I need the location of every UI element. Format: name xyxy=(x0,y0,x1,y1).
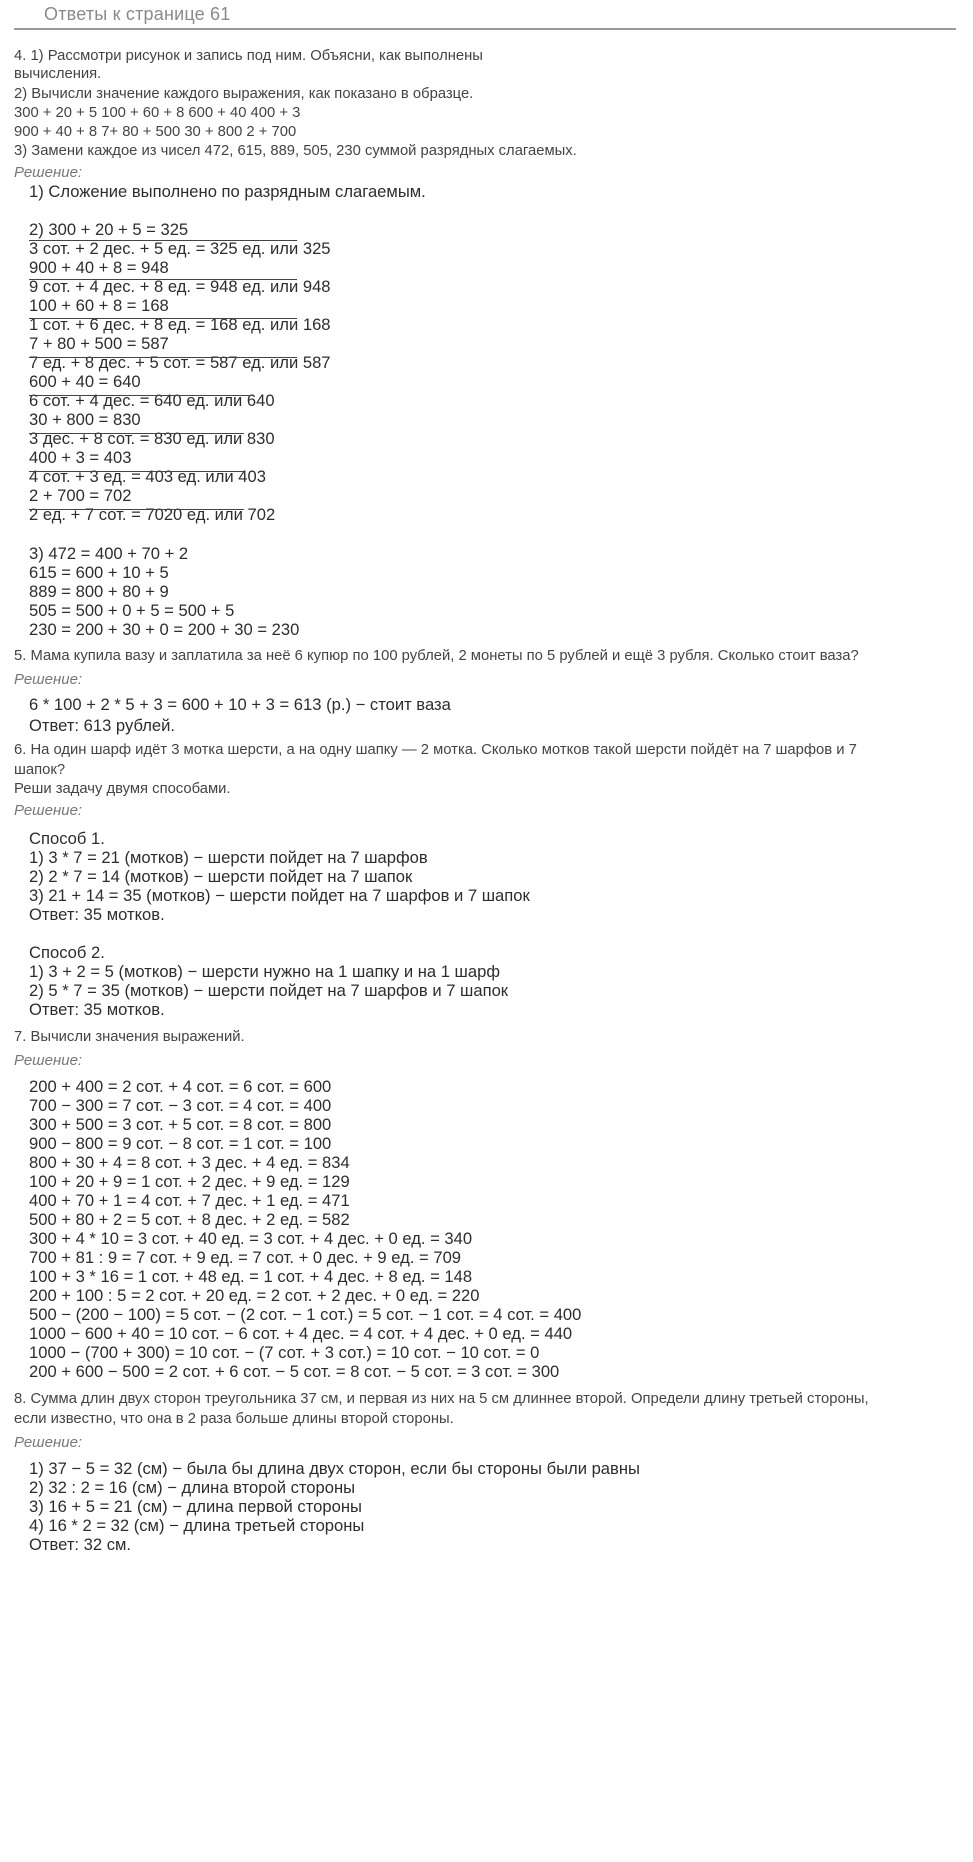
task4-solution-line: 30 + 800 = 830 xyxy=(29,410,141,429)
task6-solution-line: Ответ: 35 мотков. xyxy=(29,905,165,924)
fraction-rule xyxy=(29,318,297,319)
task4-solution-line: 900 + 40 + 8 = 948 xyxy=(29,258,169,277)
task4-text-line: 4. 1) Рассмотри рисунок и запись под ним. Объясни, как выполнены xyxy=(14,48,483,64)
task5-solution-line: 6 * 100 + 2 * 5 + 3 = 600 + 10 + 3 = 613 (р.) − стоит ваза xyxy=(29,695,451,714)
task4-solution-line: 2) 300 + 20 + 5 = 325 xyxy=(29,220,189,239)
fraction-rule xyxy=(29,509,244,510)
task4-solution-line: 600 + 40 = 640 xyxy=(29,372,141,391)
task7-solution-line: 900 − 800 = 9 сот. − 8 сот. = 1 сот. = 100 xyxy=(29,1134,332,1153)
task6-solution-line: Способ 1. xyxy=(29,829,105,848)
header-divider xyxy=(14,28,956,30)
task7-text-line: 7. Вычисли значения выражений. xyxy=(14,1029,245,1045)
task7-solution-line: 300 + 4 * 10 = 3 сот. + 40 ед. = 3 сот. + 4 дес. + 0 ед. = 340 xyxy=(29,1229,473,1248)
task4-solution-line: 615 = 600 + 10 + 5 xyxy=(29,563,169,582)
task4-solution-line: 2 + 700 = 702 xyxy=(29,486,132,505)
fraction-rule xyxy=(29,240,297,241)
task7-solution-line: 700 − 300 = 7 сот. − 3 сот. = 4 сот. = 400 xyxy=(29,1096,332,1115)
task6-text-line: 6. На один шарф идёт 3 мотка шерсти, а на одну шапку — 2 мотка. Сколько мотков такой шерсти пойдёт на 7 шарфов и 7 xyxy=(14,742,857,758)
task5-text-line: 5. Мама купила вазу и заплатила за неё 6 купюр по 100 рублей, 2 монеты по 5 рублей и ещё 3 рубля. Сколько стоит ваза? xyxy=(14,648,859,664)
task4-solution-line: 1) Сложение выполнено по разрядным слагаемым. xyxy=(29,182,426,201)
fraction-rule xyxy=(29,433,244,434)
task8-text-line: если известно, что она в 2 раза больше длины второй стороны. xyxy=(14,1411,454,1427)
task4-solution-line: 7 ед. + 8 дес. + 5 сот. = 587 ед. или 587 xyxy=(29,353,331,372)
task7-solution-line: 200 + 100 : 5 = 2 сот. + 20 ед. = 2 сот. + 2 дес. + 0 ед. = 220 xyxy=(29,1286,480,1305)
task7-solution-line: 500 − (200 − 100) = 5 сот. − (2 сот. − 1 сот.) = 5 сот. − 1 сот. = 4 сот. = 400 xyxy=(29,1305,582,1324)
task6-solution-line: 1) 3 * 7 = 21 (мотков) − шерсти пойдет на 7 шарфов xyxy=(29,848,428,867)
task4-solution-line: 3 сот. + 2 дес. + 5 ед. = 325 ед. или 325 xyxy=(29,239,331,258)
task4-solution-line: 230 = 200 + 30 + 0 = 200 + 30 = 230 xyxy=(29,620,300,639)
task4-solution-line: 7 + 80 + 500 = 587 xyxy=(29,334,169,353)
task7-solution-line: 700 + 81 : 9 = 7 сот. + 9 ед. = 7 сот. + 0 дес. + 9 ед. = 709 xyxy=(29,1248,462,1267)
task6-solution-line: 1) 3 + 2 = 5 (мотков) − шерсти нужно на 1 шапку и на 1 шарф xyxy=(29,962,500,981)
task6-text-line: шапок? xyxy=(14,762,66,778)
task8-solution-line: Ответ: 32 см. xyxy=(29,1535,132,1554)
task4-solution-line: 400 + 3 = 403 xyxy=(29,448,132,467)
task6-solution-line: 2) 5 * 7 = 35 (мотков) − шерсти пойдет на 7 шарфов и 7 шапок xyxy=(29,981,509,1000)
task4-text-line: вычисления. xyxy=(14,66,102,82)
task7-solution-line: 1000 − 600 + 40 = 10 сот. − 6 сот. + 4 дес. = 4 сот. + 4 дес. + 0 ед. = 440 xyxy=(29,1324,573,1343)
task7-solution-line: 200 + 600 − 500 = 2 сот. + 6 сот. − 5 сот. = 8 сот. − 5 сот. = 3 сот. = 300 xyxy=(29,1362,560,1381)
fraction-rule xyxy=(29,395,249,396)
task4-solution-line: 889 = 800 + 80 + 9 xyxy=(29,582,169,601)
task7-solution-line: 300 + 500 = 3 сот. + 5 сот. = 8 сот. = 800 xyxy=(29,1115,332,1134)
task4-solution-line: 2 ед. + 7 сот. = 7020 ед. или 702 xyxy=(29,505,276,524)
task4-solution-line: 6 сот. + 4 дес. = 640 ед. или 640 xyxy=(29,391,275,410)
fraction-rule xyxy=(29,471,244,472)
task7-solution-label: Решение: xyxy=(14,1052,83,1069)
task4-solution-line: 3 дес. + 8 сот. = 830 ед. или 830 xyxy=(29,429,275,448)
task6-solution-line: Способ 2. xyxy=(29,943,105,962)
task7-solution-line: 200 + 400 = 2 сот. + 4 сот. = 6 сот. = 600 xyxy=(29,1077,332,1096)
task4-solution-line: 4 сот. + 3 ед. = 403 ед. или 403 xyxy=(29,467,266,486)
task4-solution-line: 1 сот. + 6 дес. + 8 ед. = 168 ед. или 168 xyxy=(29,315,331,334)
task5-solution-label: Решение: xyxy=(14,671,83,688)
page-title: Ответы к странице 61 xyxy=(44,4,231,24)
task6-solution-label: Решение: xyxy=(14,802,83,819)
task4-solution-line: 100 + 60 + 8 = 168 xyxy=(29,296,169,315)
task4-solution-label: Решение: xyxy=(14,164,83,181)
task7-solution-line: 100 + 3 * 16 = 1 сот. + 48 ед. = 1 сот. + 4 дес. + 8 ед. = 148 xyxy=(29,1267,473,1286)
task7-solution-line: 500 + 80 + 2 = 5 сот. + 8 дес. + 2 ед. = 582 xyxy=(29,1210,350,1229)
task8-text-line: 8. Сумма длин двух сторон треугольника 37 см, и первая из них на 5 см длиннее второй. Определи длину третьей стороны, xyxy=(14,1391,869,1407)
task6-solution-line: 2) 2 * 7 = 14 (мотков) − шерсти пойдет на 7 шапок xyxy=(29,867,413,886)
task8-solution-label: Решение: xyxy=(14,1434,83,1451)
task8-solution-line: 2) 32 : 2 = 16 (см) − длина второй стороны xyxy=(29,1478,356,1497)
task4-text-line: 3) Замени каждое из чисел 472, 615, 889, 505, 230 суммой разрядных слагаемых. xyxy=(14,143,577,159)
task8-solution-line: 3) 16 + 5 = 21 (см) − длина первой стороны xyxy=(29,1497,362,1516)
task8-solution-line: 4) 16 * 2 = 32 (см) − длина третьей стороны xyxy=(29,1516,365,1535)
task4-text-line: 300 + 20 + 5 100 + 60 + 8 600 + 40 400 + 3 xyxy=(14,105,301,121)
task4-solution-line: 9 сот. + 4 дес. + 8 ед. = 948 ед. или 948 xyxy=(29,277,331,296)
task6-solution-line: Ответ: 35 мотков. xyxy=(29,1000,165,1019)
task7-solution-line: 800 + 30 + 4 = 8 сот. + 3 дес. + 4 ед. = 834 xyxy=(29,1153,350,1172)
fraction-rule xyxy=(29,357,297,358)
task4-text-line: 2) Вычисли значение каждого выражения, как показано в образце. xyxy=(14,86,474,102)
task4-solution-line: 505 = 500 + 0 + 5 = 500 + 5 xyxy=(29,601,235,620)
task7-solution-line: 1000 − (700 + 300) = 10 сот. − (7 сот. + 3 сот.) = 10 сот. − 10 сот. = 0 xyxy=(29,1343,540,1362)
task4-solution-line: 3) 472 = 400 + 70 + 2 xyxy=(29,544,189,563)
task8-solution-line: 1) 37 − 5 = 32 (см) − была бы длина двух сторон, если бы стороны были равны xyxy=(29,1459,640,1478)
task4-text-line: 900 + 40 + 8 7+ 80 + 500 30 + 800 2 + 700 xyxy=(14,124,297,140)
task6-text-line: Реши задачу двумя способами. xyxy=(14,781,231,797)
fraction-rule xyxy=(29,279,297,280)
task6-solution-line: 3) 21 + 14 = 35 (мотков) − шерсти пойдет на 7 шарфов и 7 шапок xyxy=(29,886,530,905)
task5-solution-line: Ответ: 613 рублей. xyxy=(29,716,176,735)
task7-solution-line: 100 + 20 + 9 = 1 сот. + 2 дес. + 9 ед. = 129 xyxy=(29,1172,350,1191)
task7-solution-line: 400 + 70 + 1 = 4 сот. + 7 дес. + 1 ед. = 471 xyxy=(29,1191,350,1210)
